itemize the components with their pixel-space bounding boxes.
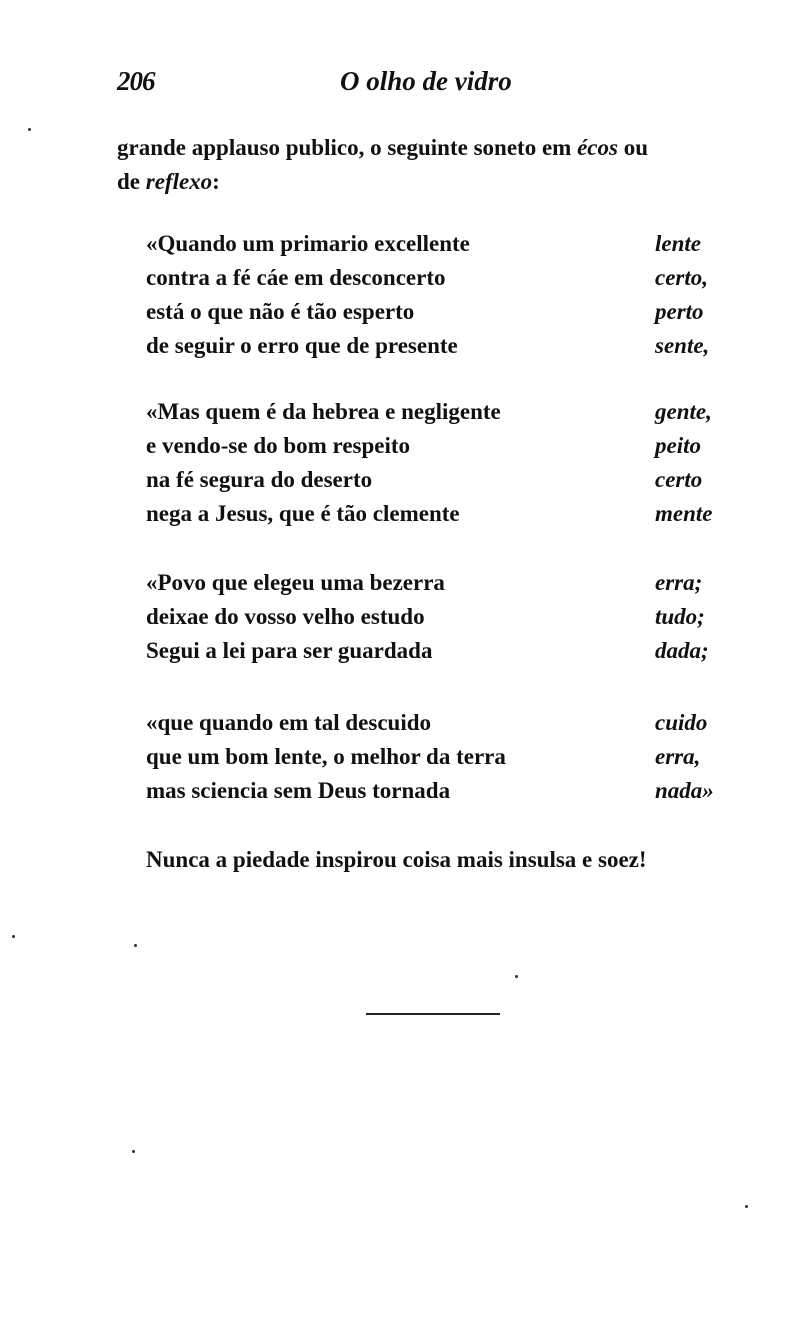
echo-word: mente (655, 501, 713, 526)
scan-speck (28, 128, 31, 131)
verse-text: de seguir o erro que de presente (146, 333, 458, 358)
intro-colon: : (212, 169, 220, 194)
verse-line (146, 740, 746, 774)
closing-remark: Nunca a piedade inspirou coisa mais insulsa e soez! (146, 847, 647, 872)
echo-word: peito (655, 433, 701, 458)
intro-paragraph (117, 131, 757, 199)
stanza-4 (146, 706, 746, 808)
verse-line (146, 395, 746, 429)
verse-line (146, 329, 746, 363)
verse-text: e vendo-se do bom respeito (146, 433, 411, 458)
verse-line (146, 295, 746, 329)
verse-line (146, 706, 746, 740)
verse-text: «Mas quem é da hebrea e negligente (146, 399, 501, 424)
scan-speck (515, 975, 518, 978)
stanza-3 (146, 566, 746, 668)
verse-line (146, 566, 746, 600)
echo-word: dada; (655, 638, 709, 663)
verse-text: deixae do vosso velho estudo (146, 604, 425, 629)
intro-text-1-end: ou (623, 135, 648, 160)
verse-text: «Povo que elegeu uma bezerra (146, 570, 445, 595)
verse-line (146, 463, 746, 497)
verse-text: na fé segura do deserto (146, 467, 373, 492)
verse-line (146, 634, 746, 668)
verse-line (146, 429, 746, 463)
intro-text-2: de (117, 169, 140, 194)
verse-text: nega a Jesus, que é tão clemente (146, 501, 460, 526)
echo-word: sente, (655, 333, 710, 358)
verse-line (146, 497, 746, 531)
echo-word: gente, (655, 399, 712, 424)
verse-line (146, 774, 746, 808)
verse-text: «que quando em tal descuido (146, 710, 432, 735)
end-rule (366, 1013, 500, 1015)
echo-word: tudo; (655, 604, 705, 629)
echo-word: perto (655, 299, 704, 324)
echo-word: cuido (655, 710, 708, 735)
verse-text: mas sciencia sem Deus tornada (146, 778, 451, 803)
echo-word: certo, (655, 265, 709, 290)
echo-word: erra; (655, 570, 703, 595)
echo-word: certo (655, 467, 703, 492)
verse-text: «Quando um primario excellente (146, 231, 470, 256)
scan-speck (745, 1205, 748, 1208)
echo-word: nada» (655, 778, 714, 803)
stanza-1 (146, 227, 746, 363)
intro-italic-2: reflexo (145, 169, 213, 194)
intro-italic-1: écos (577, 135, 618, 160)
verse-text: está o que não é tão esperto (146, 299, 415, 324)
verse-line (146, 227, 746, 261)
verse-line (146, 261, 746, 295)
stanza-2 (146, 395, 746, 531)
intro-text-1: grande applauso publico, o seguinte soneto em (117, 135, 572, 160)
running-title: O olho de vidro (340, 66, 512, 96)
verse-text: que um bom lente, o melhor da terra (146, 744, 506, 769)
echo-word: erra, (655, 744, 701, 769)
page-number: 206 (117, 66, 155, 96)
scan-speck (132, 1150, 135, 1153)
echo-word: lente (655, 231, 701, 256)
verse-line (146, 600, 746, 634)
verse-text: Segui a lei para ser guardada (146, 638, 433, 663)
verse-text: contra a fé cáe em desconcerto (146, 265, 446, 290)
scan-speck (134, 944, 137, 947)
scan-speck (12, 935, 15, 938)
